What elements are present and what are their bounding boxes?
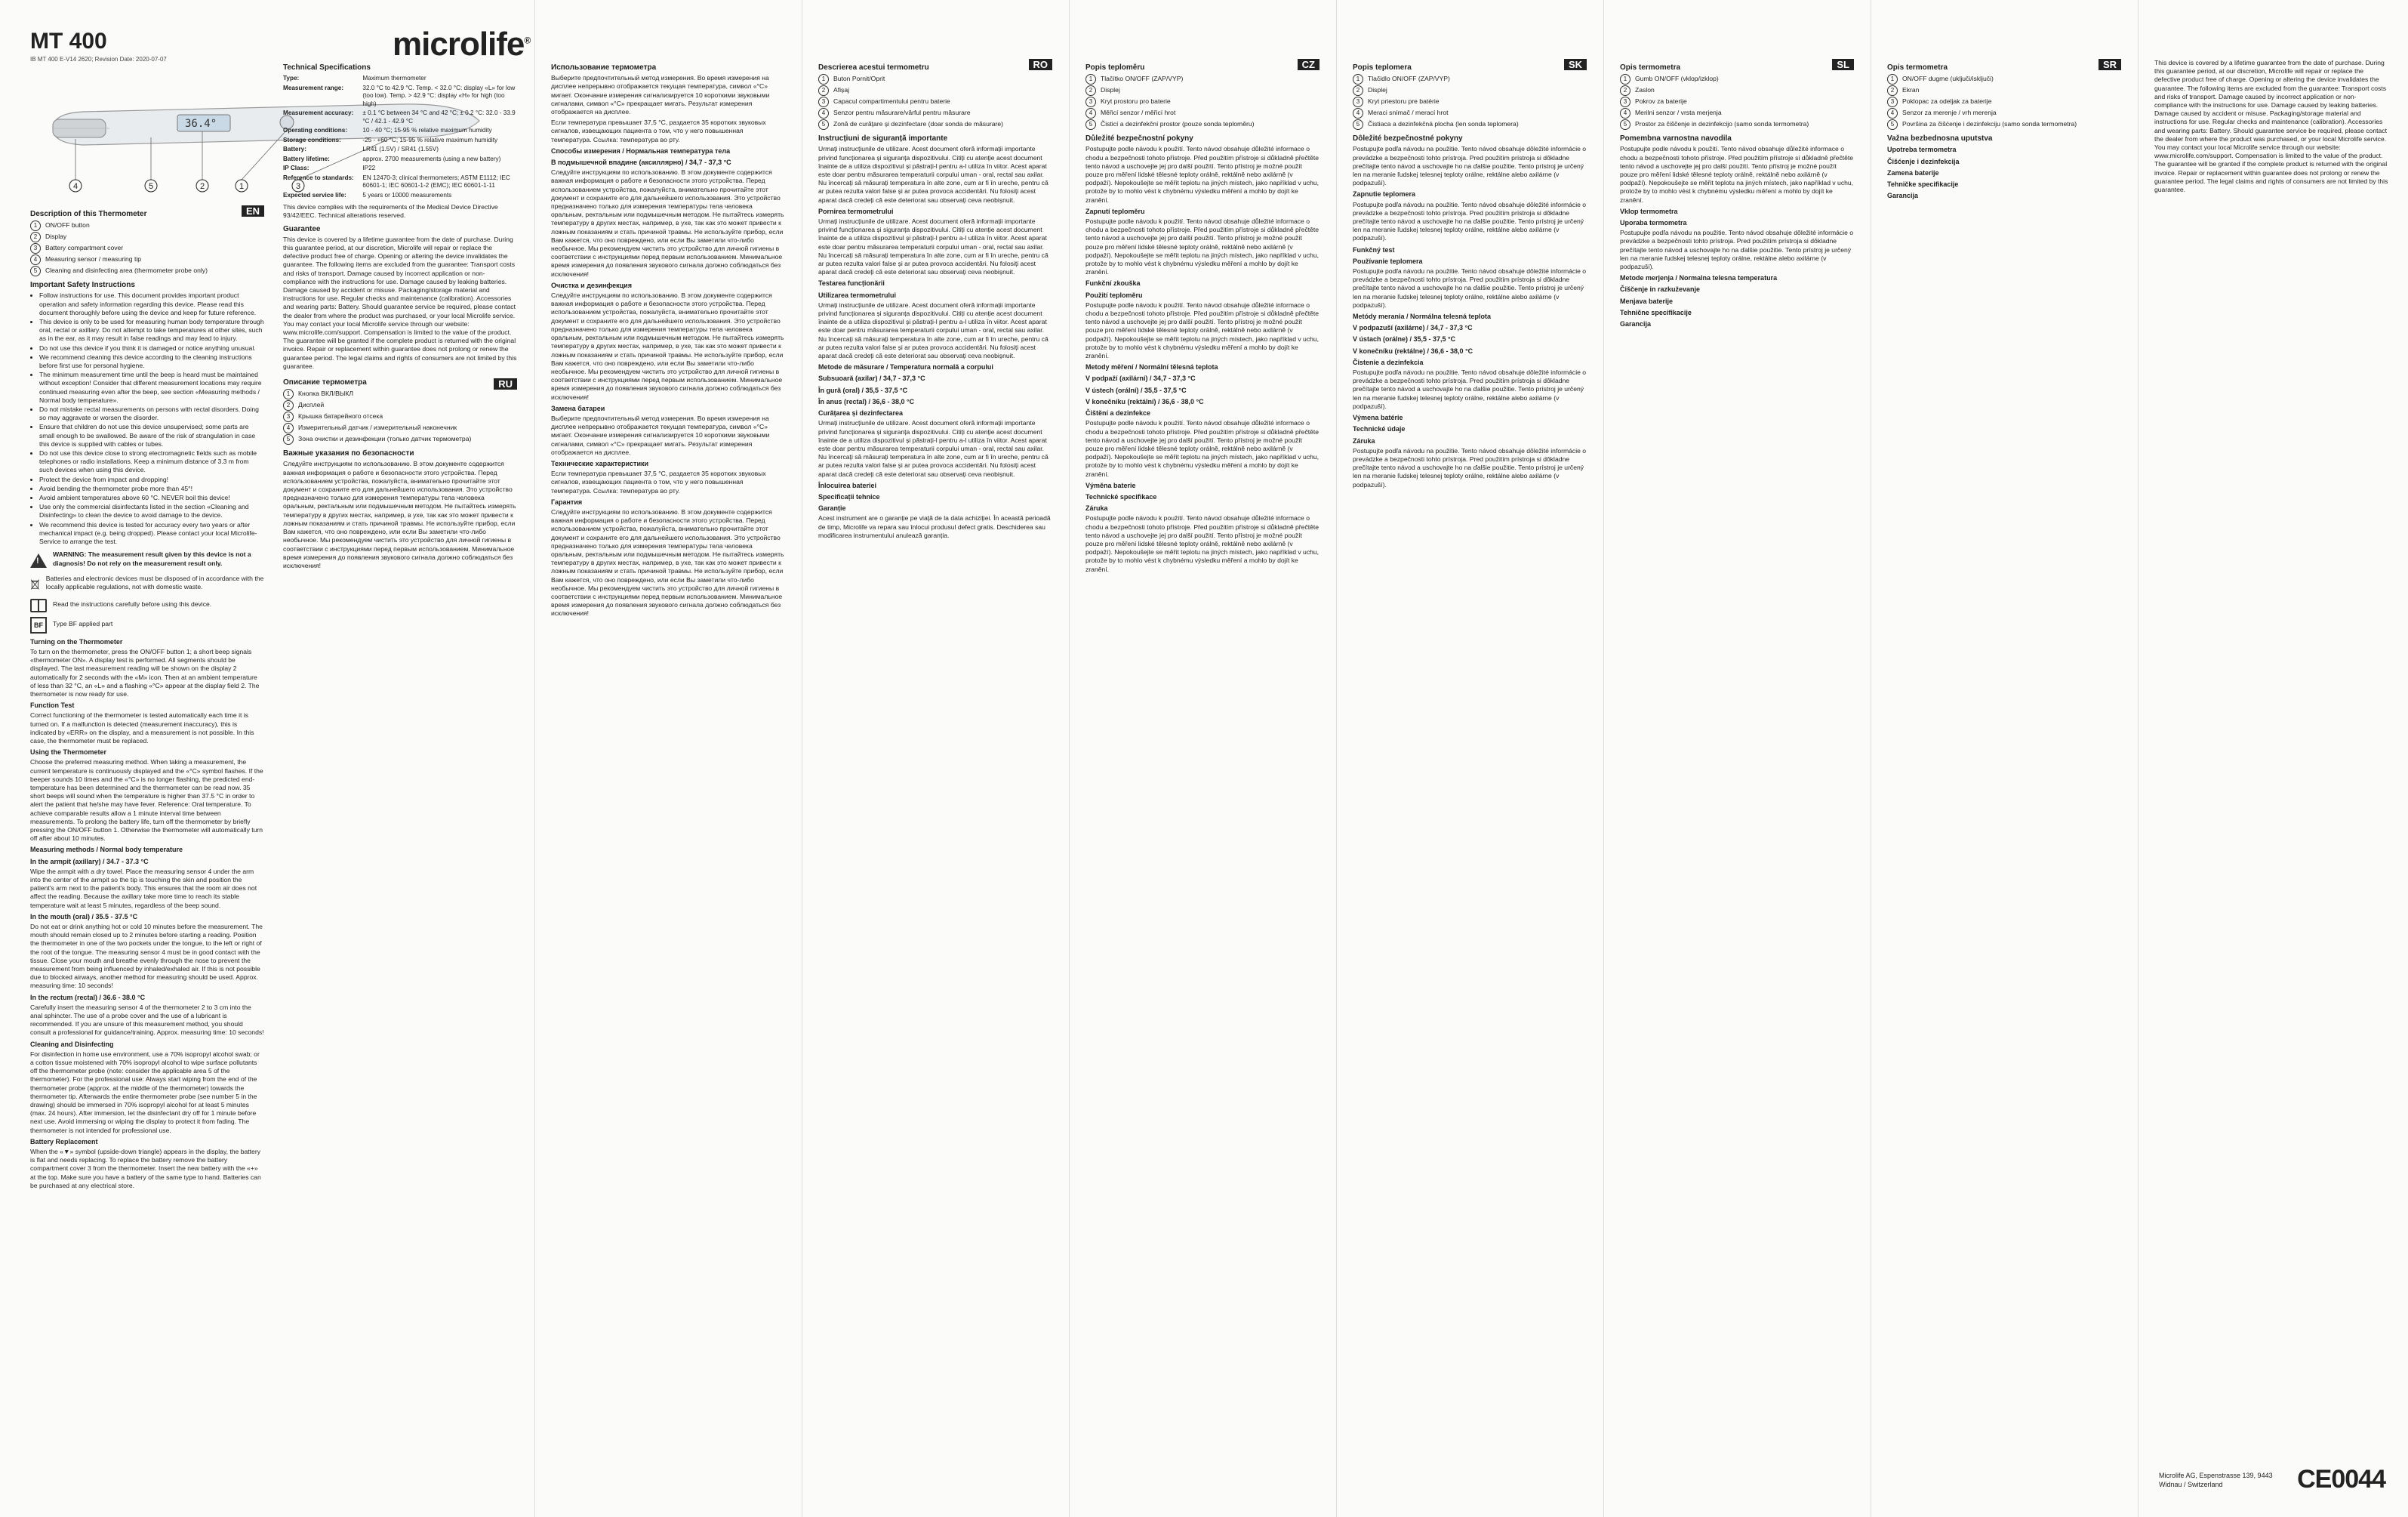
manufacturer-address: Microlife AG, Espenstrasse 139, 9443 Widnau / Switzerland xyxy=(2159,1471,2273,1488)
callout-3: 3 xyxy=(295,182,301,191)
list-item: 2 Ekran xyxy=(1887,85,2121,96)
waste-bin-icon xyxy=(30,575,40,594)
list-item: 3 Battery compartment cover xyxy=(30,243,264,254)
table-row: Measurement accuracy: ± 0.1 °C between 34 °C and 42 °C; ± 0.2 °C: 32.0 - 33.9 °C / 42.1 - 42.9 °C xyxy=(283,109,516,125)
ru-body-repeat: Следуйте инструкциям по использованию. В этом документе содержится важная информация о работе и безопасности этого устройства. Перед использованием устройства, пожалуйста, внимательно прочитайте этот документ и сохраните его для дальнейшего использования. Это устройство предназначено только для измерения температуры тела человека оральным, ректальным или подмышечным методом. Не пытайтесь измерять температуру в других местах, например, в ухе, так как это может привести к ложным показаниям и стать причиной травмы. Не используйте прибор, если Вам кажется, что оно повреждено, или если Вы заметили что-либо необычное. Мы рекомендуем чистить это устройство для личной гигиены в соответствии с инструкциями перед первым использованием. Минимальное время измерения до появления звукового сигнала должно соблюдаться без исключения! xyxy=(551,507,784,618)
sk-safety-title: Dôležité bezpečnostné pokyny xyxy=(1353,134,1463,143)
list-item: • This device is only to be used for measuring human body temperature through oral, rectal or axillary. Do not attempt to take temperatures at other sites, such as in the ear, as it may result in false readings and may lead to injury. xyxy=(39,318,264,344)
lang-label-sr: SR xyxy=(2099,59,2121,70)
fold-line xyxy=(2138,0,2139,1517)
list-item: 2 Дисплей xyxy=(283,400,517,411)
en-bf-note: Type BF applied part xyxy=(53,619,113,627)
cz-turn-on-title: Zapnutí teploměru xyxy=(1085,207,1145,215)
ru-axillary-title: В подмышечной впадине (аксиллярно) / 34,7 - 37,3 °C xyxy=(551,159,731,167)
sr-continued: This device is covered by a lifetime guarantee from the date of purchase. During this guarantee period, at our discretion, Microlife will repair or replace the defective product free of charge. Opening or altering the device invalidates the guarantee. The following items are excluded from the guarantee: Transport costs and risks of transport. Damage caused by incorrect application or non-compliance with the instructions for use. Damage caused by leaking batteries. Damage caused by accident or misuse. Packaging/storage material and instructions for use. Regular checks and maintenance (calibration). Accessories and wearing parts: Battery. Should guarantee service be required, please contact the dealer from where the product was purchased, or your local Microlife service. You may contact your local Microlife service through our website: www.microlife.com/support. Compensation is limited to the value of the product. The guarantee will be granted if the complete product is returned with the original invoice. Repair or replacement within guarantee does not prolong or renew the guarantee period. The legal claims and rights of consumers are not limited by this guarantee. xyxy=(2154,59,2388,194)
cz-body: Postupujte podle návodu k použití. Tento návod obsahuje důležité informace o chodu a bezpečnosti tohoto přístroje. Před použitím přístroje si důkladně přečtěte tento návod a uschovejte jej pro další použití. Tento přístroj je možné použít pouze pro měření lidské tělesné teploty orálně, rektálně nebo axilárně (v podpaží). Nepokoušejte se měřit teplotu na jiných místech, jako například v uchu, protože by to mohlo vést k chybnému výsledku měření a mohlo by dojít ke zranění. xyxy=(1085,301,1319,360)
en-warning-1: WARNING: The measurement result given by this device is not a diagnosis! Do not rely on the measurement result only. xyxy=(53,550,251,567)
fold-line xyxy=(534,0,535,1517)
ru-battery-title: Замена батареи xyxy=(551,404,605,412)
ru-safety-text: Следуйте инструкциям по использованию. В этом документе содержится важная информация о работе и безопасности этого устройства. Перед использованием устройства, пожалуйста, внимательно прочитайте этот документ и сохраните его для дальнейшего использования. Это устройство предназначено только для измерения температуры тела человека оральным, ректальным или подмышечным методом. Не пытайтесь измерять температуру в других местах, например, в ухе, так как это может привести к ложным показаниям и стать причиной травмы. Не используйте прибор, если Вам кажется, что оно повреждено, или если Вы заметили что-либо необычное. Мы рекомендуем чистить это устройство для личной гигиены в соответствии с инструкциями перед первым использованием. Минимальное время измерения до появления звукового сигнала должно соблюдаться без исключения! xyxy=(283,460,516,569)
en-column-2 xyxy=(283,59,517,1501)
list-item: • Avoid bending the thermometer probe more than 45°! xyxy=(39,485,264,493)
lang-label-sl: SL xyxy=(1832,59,1854,70)
sr-clean-title: Čišćenje i dezinfekcija xyxy=(1887,157,1960,165)
callout-5: 5 xyxy=(148,182,154,191)
ro-parts-list xyxy=(818,74,1052,130)
en-turn-on-title: Turning on the Thermometer xyxy=(30,637,123,646)
ro-battery-title: Înlocuirea bateriei xyxy=(818,481,877,489)
sl-body: Postupujte podle návodu k použití. Tento návod obsahuje důležité informace o chodu a bezpečnosti tohoto přístroje. Před použitím přístroje si důkladně přečtěte tento návod a uschovejte jej pro další použití. Tento přístroj je možné použít pouze pro měření lidské tělesné teploty orálně, rektálně nebo axilárně (v podpaží). Nepokoušejte se měřit teplotu na jiných místech, jako například v uchu, protože by to mohlo vést k chybnému výsledku měření a mohlo by dojít ke zranění. xyxy=(1620,145,1854,204)
sr-tech-title: Tehničke specifikacije xyxy=(1887,180,1959,189)
en-guarantee-text: This device is covered by a lifetime guarantee from the date of purchase. During this guarantee period, at our discretion, Microlife will repair or replace the defective product free of charge. Opening or altering the device invalidates the guarantee. The following items are excluded from the guarantee: Transport costs and risks of transport. Damage caused by incorrect application or non-compliance with the instructions for use. Damage caused by leaking batteries. Damage caused by accident or misuse. Packaging/storage material and instructions for use. Regular checks and maintenance (calibration). Accessories and wearing parts: Battery. Should guarantee service be required, please contact the dealer from where the product was purchased, or your local Microlife service. You may contact your local Microlife service through our website: www.microlife.com/support. Compensation is limited to the value of the product. The guarantee will be granted if the complete product is returned with the original invoice. Repair or replacement within guarantee does not prolong or renew the guarantee period. The legal claims and rights of consumers are not limited by this guarantee. xyxy=(283,235,517,370)
list-item: 4 Senzor pentru măsurare/vârful pentru măsurare xyxy=(818,108,1052,119)
table-row: Reference to standards: EN 12470-3; clinical thermometers; ASTM E1112; IEC 60601-1; IEC 60601-1-2 (EMC); IEC 60601-1-11 xyxy=(283,174,510,190)
ro-body: Urmați instrucțiunile de utilizare. Acest document oferă informații importante privind funcționarea și siguranța dispozitivului. Citiți cu atenție acest document înainte de a utiliza dispozitivul și păstrați-l pentru a-l utiliza în viitor. Acest aparat este doar pentru măsurarea temperaturii corpului uman - oral, rectal sau axilar. Nu încercați să măsurați temperatura în alte zone, cum ar fi în ureche, pentru că ar putea rezulta valori false și ar putea provoca accidentări. Nu folosiți acest aparat dacă credeți că este deteriorat sau observați ceva neobișnuit. xyxy=(818,419,1048,478)
ro-guarantee-title: Garanție xyxy=(818,504,846,513)
sk-body: Postupujte podľa návodu na použitie. Tento návod obsahuje dôležité informácie o prevádzke a bezpečnosti tohto prístroja. Pred použitím prístroja si dôkladne prečítajte tento návod a uschovajte ho na ďalšie použitie. Tento prístroj je určený len na meranie ľudskej telesnej teploty orálne, rektálne alebo axilárne (v podpazuší). xyxy=(1353,446,1587,489)
ro-body: Urmați instrucțiunile de utilizare. Acest document oferă informații importante privind funcționarea și siguranța dispozitivului. Citiți cu atenție acest document înainte de a utiliza dispozitivul și păstrați-l pentru a-l utiliza în viitor. Acest aparat este doar pentru măsurarea temperaturii corpului uman - oral, rectal sau axilar. Nu încercați să măsurați temperatura în alte zone, cum ar fi în ureche, pentru că ar putea rezulta valori false și ar putea provoca accidentări. Nu folosiți acest aparat dacă credeți că este deteriorat sau observați ceva neobișnuit. xyxy=(818,217,1048,276)
ru-temp-note-repeat: Если температура превышает 37,5 °C, раздается 35 коротких звуковых сигналов, извещающих пациента о том, что у него повышенная температура. Ссылка: температура во рту. xyxy=(551,470,766,495)
sk-turn-on-title: Zapnutie teplomera xyxy=(1353,190,1416,199)
list-item: 5 Зона очистки и дезинфекции (только датчик термометра) xyxy=(283,434,517,445)
sk-body: Postupujte podľa návodu na použitie. Tento návod obsahuje dôležité informácie o prevádzke a bezpečnosti tohto prístroja. Pred použitím prístroja si dôkladne prečítajte tento návod a uschovajte ho na ďalšie použitie. Tento prístroj je určený len na meranie ľudskej telesnej teploty orálne, rektálne alebo axilárne (v podpazuší). xyxy=(1353,368,1587,410)
sl-methods-title: Metode merjenja / Normalna telesna temperatura xyxy=(1620,274,1778,282)
lang-label-ro: RO xyxy=(1029,59,1053,70)
sr-battery-title: Zamena baterije xyxy=(1887,168,1939,177)
en-tech-table xyxy=(283,74,517,200)
list-item: 3 Capacul compartimentului pentru baterie xyxy=(818,97,1052,107)
sl-safety-title: Pomembna varnostna navodila xyxy=(1620,134,1732,143)
table-row: Type: Maximum thermometer xyxy=(283,75,426,82)
en-tech-note: This device complies with the requirements of the Medical Device Directive 93/42/EEC. Technical alterations reserved. xyxy=(283,203,498,220)
list-item: 2 Displej xyxy=(1353,85,1587,96)
sr-guarantee-title: Garancija xyxy=(1887,192,1919,200)
en-oral-text: Do not eat or drink anything hot or cold 10 minutes before the measurement. The mouth should remain closed up to 2 minutes before starting a reading. Position the thermometer in one of the two pockets under the tongue, to the left or right of the root of the tongue. The measuring sensor 4 must be in good contact with the tissue. Close your mouth and breathe evenly through the nose to prevent the measurement from being influenced by inhaled/exhaled air. If this is not possible due to blocked airways, another method for measuring should be used. Approx. measuring time: 10 seconds! xyxy=(30,923,263,990)
callout-4: 4 xyxy=(72,182,79,191)
sk-rectal-title: V konečníku (rektálne) / 36,6 - 38,0 °C xyxy=(1353,347,1473,355)
ru-intro-repeat: Выберите предпочтительный метод измерения. Во время измерения на дисплее непрерывно отображается текущая температура, символ «°C» мигает. Окончание измерения сигнализируется 10 короткими звуковыми сигналами, символ «°C» прекращает мигать. Результат измерения отображается на дисплее. xyxy=(551,414,770,456)
en-clean-text: For disinfection in home use environment, use a 70% isopropyl alcohol swab; or a cotton tissue moistened with 70% isopropyl alcohol to wipe surface pollutants off the thermometer probe (note: consider the applicable area 5 of the thermometer). For the professional use: Always start wiping from the end of the thermometer probe (approx. at the middle of the thermometer) towards the thermometer tip. Afterwards the entire thermometer probe (see number 5 in the drawing) should be immersed in 70% isopropyl alcohol for at least 5 minutes (max. 24 hours). After immersion, let the disinfectant dry off for 1 minute before next use. Avoid immersing or wiping the display to protect it from fading. The thermometer is not intended for professional use. xyxy=(30,1050,260,1134)
lang-label-ru: RU xyxy=(494,378,517,390)
en-parts-list xyxy=(30,220,264,276)
ro-turn-on-title: Pornirea termometrului xyxy=(818,207,894,215)
ro-oral-title: În gură (oral) / 35,5 - 37,5 °C xyxy=(818,386,908,394)
en-warning-2: Batteries and electronic devices must be disposed of in accordance with the locally applicable regulations, not with domestic waste. xyxy=(45,575,264,591)
list-item: • Use only the commercial disinfectants listed in the section «Cleaning and Disinfecting» to clean the device to avoid damage to the device. xyxy=(39,503,264,520)
en-using-text: Choose the preferred measuring method. When taking a measurement, the current temperature is continuously displayed and the «°C» symbol flashes. If the beeper sounds 10 times and the «°C» is no longer flashing, the predicted end-temperature has been determined and the thermometer can be read now. 35 short beeps will sound when the temperature is higher than 37.5 °C in order to alert the patient that he/she may have fever. Reference: Oral temperature. To achieve comparable results allow a 1 minute interval time between measurements. To prolong the battery life, turn off the thermometer by briefly pressing the ON/OFF button 1. Otherwise the thermometer will automatically turn off after about 10 minutes. xyxy=(30,758,263,843)
lang-label-cz: CZ xyxy=(1298,59,1319,70)
en-methods-title: Measuring methods / Normal body temperature xyxy=(30,846,183,854)
warning-icon: ! xyxy=(30,553,47,568)
en-oral-title: In the mouth (oral) / 35.5 - 37.5 °C xyxy=(30,912,138,920)
ru-safety-title: Важные указания по безопасности xyxy=(283,449,414,458)
list-item: 5 Čistiaca a dezinfekčná plocha (len sonda teplomera) xyxy=(1353,119,1587,130)
fold-line xyxy=(1603,0,1604,1517)
list-item: • Ensure that children do not use this device unsupervised; some parts are small enough to be swallowed. Be aware of the risk of strangulation in case this device is supplied with cables or tubes. xyxy=(39,423,264,449)
list-item: • The minimum measurement time until the beep is heard must be maintained without exception! Consider that different measurement locations may require continued measuring even after the beep, see section «Measuring methods / Normal body temperature». xyxy=(39,371,264,405)
ro-safety-title: Instrucțiuni de siguranță importante xyxy=(818,134,948,143)
sk-oral-title: V ústach (orálne) / 35,5 - 37,5 °C xyxy=(1353,335,1456,344)
ru-clean-title: Очистка и дезинфекция xyxy=(551,281,632,289)
list-item: 4 Measuring sensor / measuring tip xyxy=(30,254,264,265)
list-item: • Do not use this device if you think it is damaged or notice anything unusual. xyxy=(39,344,264,353)
ce-mark: CE0044 xyxy=(2297,1465,2385,1494)
cz-clean-title: Čištění a dezinfekce xyxy=(1085,409,1151,418)
list-item: 4 Meraci snímač / merací hrot xyxy=(1353,108,1587,119)
sl-body: Postupujte podľa návodu na použitie. Tento návod obsahuje dôležité informácie o prevádzke a bezpečnosti tohto prístroja. Pred použitím prístroja si dôkladne prečítajte tento návod a uschovajte ho na ďalšie použitie. Tento prístroj je určený len na meranie ľudskej telesnej teploty orálne, rektálne alebo axilárne (v podpazuší). xyxy=(1620,229,1854,271)
list-item: • Follow instructions for use. This document provides important product operation and safety information regarding this device. Please read this document thoroughly before using the device and keep for future reference. xyxy=(39,291,264,317)
sk-battery-title: Výmena batérie xyxy=(1353,414,1403,422)
en-rectal-title: In the rectum (rectal) / 36.6 - 38.0 °C xyxy=(30,993,146,1001)
list-item: 3 Крышка батарейного отсека xyxy=(283,412,517,422)
cz-guarantee-title: Záruka xyxy=(1085,504,1108,513)
list-item: 2 Display xyxy=(30,232,264,242)
en-axillary-text: Wipe the armpit with a dry towel. Place the measuring sensor 4 under the arm into the center of the armpit so the tip is touching the skin and position the patient's arm next to the patient's body. This ensures that the room air does not affect the reading. Because the axillary take more time to reach its stable temperature wait at least 5 minutes, regardless of the beep sound. xyxy=(30,867,257,909)
list-item: 5 Zonă de curățare și dezinfectare (doar sonda de măsurare) xyxy=(818,119,1052,130)
en-safety-title: Important Safety Instructions xyxy=(30,281,135,290)
cz-body: Postupujte podle návodu k použití. Tento návod obsahuje důležité informace o chodu a bezpečnosti tohoto přístroje. Před použitím přístroje si důkladně přečtěte tento návod a uschovejte jej pro další použití. Tento přístroj je možné použít pouze pro měření lidské tělesné teploty orálně, rektálně nebo axilárně (v podpaží). Nepokoušejte se měřit teplotu na jiných místech, jako například v uchu, protože by to mohlo vést k chybnému výsledku měření a mohlo by dojít ke zranění. xyxy=(1085,514,1319,573)
ro-rectal-title: În anus (rectal) / 36,6 - 38,0 °C xyxy=(818,397,915,405)
en-axillary-title: In the armpit (axillary) / 34.7 - 37.3 °C xyxy=(30,857,149,865)
sl-parts-list xyxy=(1620,74,1854,130)
ro-methods-title: Metode de măsurare / Temperatura normală a corpului xyxy=(818,363,993,372)
list-item: 5 Cleaning and disinfecting area (thermometer probe only) xyxy=(30,266,264,276)
list-item: 5 Čisticí a dezinfekční prostor (pouze sonda teploměru) xyxy=(1085,119,1319,130)
sk-guarantee-title: Záruka xyxy=(1353,436,1375,445)
list-item: 4 Merilni senzor / vrsta merjenja xyxy=(1620,108,1854,119)
list-item: 3 Kryt prostoru pro baterie xyxy=(1085,97,1319,107)
doc-code: IB MT 400 E-V14 2620; Revision Date: 2020-07-07 xyxy=(30,56,167,63)
list-item: • We recommend this device is tested for accuracy every two years or after mechanical impact (e.g. being dropped). Please contact your local Microlife-Service to arrange the test. xyxy=(39,521,264,547)
svg-text:36.4°: 36.4° xyxy=(185,118,217,130)
list-item: 4 Měřicí senzor / měřicí hrot xyxy=(1085,108,1319,119)
cz-function-title: Funkční zkouška xyxy=(1085,279,1141,288)
sl-head: Opis termometra xyxy=(1620,63,1681,72)
en-desc-title: Description of this Thermometer xyxy=(30,210,147,218)
cz-body: Postupujte podle návodu k použití. Tento návod obsahuje důležité informace o chodu a bezpečnosti tohoto přístroje. Před použitím přístroje si důkladně přečtěte tento návod a uschovejte jej pro další použití. Tento přístroj je možné použít pouze pro měření lidské tělesné teploty orálně, rektálně nebo axilárně (v podpaží). Nepokoušejte se měřit teplotu na jiných místech, jako například v uchu, protože by to mohlo vést k chybnému výsledku měření a mohlo by dojít ke zranění. xyxy=(1085,217,1319,276)
list-item: • We recommend cleaning this device according to the cleaning instructions before first use for personal hygiene. xyxy=(39,353,264,370)
sk-function-title: Funkčný test xyxy=(1353,245,1395,254)
sr-head: Opis termometra xyxy=(1887,63,1948,72)
en-battery-title: Battery Replacement xyxy=(30,1137,98,1145)
list-item: • Do not mistake rectal measurements on persons with rectal disorders. Doing so may aggravate or worsen the disorder. xyxy=(39,405,264,422)
list-item: 1 Кнопка ВКЛ/ВЫКЛ xyxy=(283,389,517,399)
sk-body: Postupujte podľa návodu na použitie. Tento návod obsahuje dôležité informácie o prevádzke a bezpečnosti tohto prístroja. Pred použitím prístroja si dôkladne prečítajte tento návod a uschovajte ho na ďalšie použitie. Tento prístroj je určený len na meranie ľudskej telesnej teploty orálne, rektálne alebo axilárne (v podpazuší). xyxy=(1353,145,1587,187)
cz-body: Postupujte podle návodu k použití. Tento návod obsahuje důležité informace o chodu a bezpečnosti tohoto přístroje. Před použitím přístroje si důkladně přečtěte tento návod a uschovejte jej pro další použití. Tento přístroj je možné použít pouze pro měření lidské tělesné teploty orálně, rektálně nebo axilárně (v podpaží). Nepokoušejte se měřit teplotu na jiných místech, jako například v uchu, protože by to mohlo vést k chybnému výsledku měření a mohlo by dojít ke zranění. xyxy=(1085,145,1319,204)
table-row: Measurement range: 32.0 °C to 42.9 °C. Temp. < 32.0 °C: display «L» for low (too low). Temp. > 42.9 °C: display «H» for high (too high) xyxy=(283,84,516,107)
ro-body: Urmați instrucțiunile de utilizare. Acest document oferă informații importante privind funcționarea și siguranța dispozitivului. Citiți cu atenție acest document înainte de a utiliza dispozitivul și păstrați-l pentru a-l utiliza în viitor. Acest aparat este doar pentru măsurarea temperaturii corpului uman - oral, rectal sau axilar. Nu încercați să măsurați temperatura în alte zone, cum ar fi în ureche, pentru că ar putea rezulta valori false și ar putea provoca accidentări. Nu folosiți acest aparat dacă credeți că este deteriorat sau observați ceva neobișnuit. xyxy=(818,145,1048,204)
ro-head: Descrierea acestui termometru xyxy=(818,63,929,72)
list-item: • Avoid ambient temperatures above 60 °C. NEVER boil this device! xyxy=(39,494,264,502)
en-rectal-text: Carefully insert the measuring sensor 4 of the thermometer 2 to 3 cm into the anal sphincter. The use of a probe cover and the use of a lubricant is recommended. If you are unsure of this measurement method, you should consult a professional for guidance/training. Approx. measuring time: 10 seconds! xyxy=(30,1003,264,1037)
cz-body: Postupujte podle návodu k použití. Tento návod obsahuje důležité informace o chodu a bezpečnosti tohoto přístroje. Před použitím přístroje si důkladně přečtěte tento návod a uschovejte jej pro další použití. Tento přístroj je možné použít pouze pro měření lidské tělesné teploty orálně, rektálně nebo axilárně (v podpaží). Nepokoušejte se měřit teplotu na jiných místech, jako například v uchu, protože by to mohlo vést k chybnému výsledku měření a mohlo by dojít ke zranění. xyxy=(1085,419,1319,478)
sl-guarantee-title: Garancija xyxy=(1620,320,1652,328)
sk-tech-title: Technické údaje xyxy=(1353,425,1406,433)
table-row: IP Class: IP22 xyxy=(283,165,376,172)
list-item: 1 Tlačítko ON/OFF (ZAP/VYP) xyxy=(1085,74,1319,85)
ru-intro: Выберите предпочтительный метод измерения. Во время измерения на дисплее непрерывно отображается текущая температура, символ «°C» мигает. Окончание измерения сигнализируется 10 короткими звуковыми сигналами, символ «°C» прекращает мигать. Результат измерения отображается на дисплее. xyxy=(551,74,770,116)
ro-column xyxy=(818,59,1052,1501)
ro-body: Urmați instrucțiunile de utilizare. Acest document oferă informații importante privind funcționarea și siguranța dispozitivului. Citiți cu atenție acest document înainte de a utiliza dispozitivul și păstrați-l pentru a-l utiliza în viitor. Acest aparat este doar pentru măsurarea temperaturii corpului uman - oral, rectal sau axilar. Nu încercați să măsurați temperatura în alte zone, cum ar fi în ureche, pentru că ar putea rezulta valori false și ar putea provoca accidentări. Nu folosiți acest aparat dacă credeți că este deteriorat sau observați ceva neobișnuit. xyxy=(818,301,1048,360)
ro-clean-title: Curățarea și dezinfectarea xyxy=(818,409,904,418)
en-column-1 xyxy=(30,205,264,1504)
sk-using-title: Používanie teplomera xyxy=(1353,257,1423,265)
table-row: Battery: LR41 (1.5V) / SR41 (1.55V) xyxy=(283,146,439,153)
sr-parts-list xyxy=(1887,74,2121,130)
en-using-title: Using the Thermometer xyxy=(30,748,107,757)
en-safety-list xyxy=(39,291,264,546)
list-item: 2 Displej xyxy=(1085,85,1319,96)
ru-head: Использование термометра xyxy=(551,63,657,72)
ru-guarantee-title: Гарантия xyxy=(551,498,583,506)
sk-methods-title: Metódy merania / Normálna telesná teplota xyxy=(1353,313,1492,321)
lang-label-sk: SK xyxy=(1564,59,1587,70)
sl-tech-title: Tehnične specifikacije xyxy=(1620,308,1692,316)
model-title: MT 400 xyxy=(30,29,107,54)
cz-column xyxy=(1085,59,1319,1501)
table-row: Storage conditions: -25 - +60 °C; 15-95 % relative maximum humidity xyxy=(283,136,498,143)
en-read-note: Read the instructions carefully before using this device. xyxy=(53,600,212,608)
table-row: Operating conditions: 10 - 40 °C; 15-95 % relative maximum humidity xyxy=(283,127,492,134)
list-item: • Protect the device from impact and dropping! xyxy=(39,476,264,484)
sk-clean-title: Čistenie a dezinfekcia xyxy=(1353,358,1424,366)
sr-safety-title: Važna bezbednosna uputstva xyxy=(1887,134,1993,143)
sr-column-2 xyxy=(2154,59,2388,1501)
ru-parts-title: Описание термометра xyxy=(283,378,367,387)
list-item: 1 ON/OFF button xyxy=(30,220,264,231)
cz-rectal-title: V konečníku (rektální) / 36,6 - 38,0 °C xyxy=(1085,397,1204,405)
list-item: 1 Gumb ON/OFF (vklop/izklop) xyxy=(1620,74,1854,85)
cz-head: Popis teploměru xyxy=(1085,63,1145,72)
en-guarantee-title: Guarantee xyxy=(283,224,321,233)
sk-body: Postupujte podľa návodu na použitie. Tento návod obsahuje dôležité informácie o prevádzke a bezpečnosti tohto prístroja. Pred použitím prístroja si dôkladne prečítajte tento návod a uschovajte ho na ďalšie použitie. Tento prístroj je určený len na meranie ľudskej telesnej teploty orálne, rektálne alebo axilárne (v podpazuší). xyxy=(1353,267,1587,309)
fold-line xyxy=(1069,0,1070,1517)
cz-methods-title: Metody měření / Normální tělesná teplota xyxy=(1085,363,1218,372)
cz-safety-title: Důležité bezpečnostní pokyny xyxy=(1085,134,1193,143)
ro-function-title: Testarea funcționării xyxy=(818,279,885,288)
sk-body: Postupujte podľa návodu na použitie. Tento návod obsahuje dôležité informácie o prevádzke a bezpečnosti tohto prístroja. Pred použitím prístroja si dôkladne prečítajte tento návod a uschovajte ho na ďalšie použitie. Tento prístroj je určený len na meranie ľudskej telesnej teploty orálne, rektálne alebo axilárne (v podpazuší). xyxy=(1353,200,1587,242)
sk-column xyxy=(1353,59,1587,1501)
list-item: 5 Prostor za čiščenje in dezinfekcijo (samo sonda termometra) xyxy=(1620,119,1854,130)
brand-logo: microlife® xyxy=(393,26,531,63)
sl-battery-title: Menjava baterije xyxy=(1620,297,1674,305)
list-item: 5 Površina za čišćenje i dezinfekciju (samo sonda termometra) xyxy=(1887,119,2121,130)
list-item: 1 ON/OFF dugme (uključi/isključi) xyxy=(1887,74,2121,85)
callout-1: 1 xyxy=(239,182,245,191)
cz-battery-title: Výměna baterie xyxy=(1085,481,1136,489)
sr-column xyxy=(1887,59,2121,1501)
ru-parts-list xyxy=(283,389,517,445)
footer xyxy=(2159,1465,2385,1494)
list-item: 3 Kryt priestoru pre batérie xyxy=(1353,97,1587,107)
lang-label-en: EN xyxy=(242,205,264,217)
sl-column xyxy=(1620,59,1854,1501)
list-item: 3 Pokrov za baterije xyxy=(1620,97,1854,107)
ro-axillary-title: Subsuoară (axilar) / 34,7 - 37,3 °C xyxy=(818,375,925,383)
sl-turn-on-title: Vklop termometra xyxy=(1620,207,1678,215)
sl-clean-title: Čiščenje in razkuževanje xyxy=(1620,285,1701,294)
list-item: 1 Buton Pornit/Oprit xyxy=(818,74,1052,85)
ru-tech-title: Технические характеристики xyxy=(551,459,649,467)
ru-method-title: Способы измерения / Нормальная температура тела xyxy=(551,146,731,155)
en-battery-text: When the «▼» symbol (upside-down triangle) appears in the display, the battery is flat and needs replacing. To replace the battery remove the battery compartment cover 3 from the thermometer. Insert the new battery with the «+» at the top. Make sure you have a battery of the same type to hand. Batteries can be purchased at any electrical store. xyxy=(30,1148,261,1189)
en-function-text: Correct functioning of the thermometer is tested automatically each time it is turned on. If a malfunction is detected (measurement inaccuracy), this is indicated by «ERR» on the display, and a measurement is not possible. In this case, the thermometer must be replaced. xyxy=(30,711,254,745)
cz-axillary-title: V podpaží (axilární) / 34,7 - 37,3 °C xyxy=(1085,375,1196,383)
sk-parts-list xyxy=(1353,74,1587,130)
en-turn-on-text: To turn on the thermometer, press the ON/OFF button 1; a short beep signals «thermometer ON». A display test is performed. All segments should be displayed. The last measurement reading will be shown on the display 2 automatically for 2 seconds with the «M» icon. Then at an ambient temperature of less than 32 °C, an «L» and a flashing «°C» appear at the display field 2. The thermometer is now ready for use. xyxy=(30,647,260,698)
callout-2: 2 xyxy=(199,182,205,191)
list-item: 2 Zaslon xyxy=(1620,85,1854,96)
en-tech-title: Technical Specifications xyxy=(283,63,371,72)
sr-using-title: Upotreba termometra xyxy=(1887,146,1957,154)
sl-using-title: Uporaba termometra xyxy=(1620,219,1687,227)
en-function-title: Function Test xyxy=(30,701,75,710)
cz-tech-title: Technické specifikace xyxy=(1085,492,1157,501)
table-row: Expected service life: 5 years or 10000 measurements xyxy=(283,191,452,199)
list-item: 2 Afișaj xyxy=(818,85,1052,96)
list-item: 4 Измерительный датчик / измерительный наконечник xyxy=(283,423,517,433)
table-row: Battery lifetime: approx. 2700 measurements (using a new battery) xyxy=(283,155,501,162)
cz-using-title: Použití teploměru xyxy=(1085,291,1143,299)
list-item: 3 Poklopac za odeljak za baterije xyxy=(1887,97,2121,107)
type-bf-icon: BF xyxy=(30,617,47,634)
sk-axillary-title: V podpazuší (axilárne) / 34,7 - 37,3 °C xyxy=(1353,324,1473,332)
cz-oral-title: V ústech (orální) / 35,5 - 37,5 °C xyxy=(1085,386,1187,394)
sk-head: Popis teplomera xyxy=(1353,63,1412,72)
en-clean-title: Cleaning and Disinfecting xyxy=(30,1040,114,1048)
fold-line xyxy=(1336,0,1337,1517)
ru-temp-note: Если температура превышает 37,5 °C, раздается 35 коротких звуковых сигналов, извещающих пациента о том, что у него повышенная температура. Ссылка: температура во рту. xyxy=(551,119,766,143)
ro-using-title: Utilizarea termometrului xyxy=(818,291,897,299)
list-item: 1 Tlačidlo ON/OFF (ZAP/VYP) xyxy=(1353,74,1587,85)
ro-tech-title: Specificații tehnice xyxy=(818,492,880,501)
cz-parts-list xyxy=(1085,74,1319,130)
ru-column xyxy=(551,59,785,1501)
manual-icon xyxy=(30,599,47,612)
ru-body-repeat: Следуйте инструкциям по использованию. В этом документе содержится важная информация о работе и безопасности этого устройства. Перед использованием устройства, пожалуйста, внимательно прочитайте этот документ и сохраните его для дальнейшего использования. Это устройство предназначено только для измерения температуры тела человека оральным, ректальным или подмышечным методом. Не пытайтесь измерять температуру в других местах, например, в ухе, так как это может привести к ложным показаниям и стать причиной травмы. Не используйте прибор, если Вам кажется, что оно повреждено, или если Вы заметили что-либо необычное. Мы рекомендуем чистить это устройство для личной гигиены в соответствии с инструкциями перед первым использованием. Минимальное время измерения до появления звукового сигнала должно соблюдаться без исключения! xyxy=(551,291,784,401)
ru-body-repeat: Следуйте инструкциям по использованию. В этом документе содержится важная информация о работе и безопасности этого устройства. Перед использованием устройства, пожалуйста, внимательно прочитайте этот документ и сохраните его для дальнейшего использования. Это устройство предназначено только для измерения температуры тела человека оральным, ректальным или подмышечным методом. Не пытайтесь измерять температуру в других местах, например, в ухе, так как это может привести к ложным показаниям и стать причиной травмы. Не используйте прибор, если Вам кажется, что оно повреждено, или если Вы заметили что-либо необычное. Мы рекомендуем чистить это устройство для личной гигиены в соответствии с инструкциями перед первым использованием. Минимальное время измерения до появления звукового сигнала должно соблюдаться без исключения! xyxy=(551,168,784,278)
list-item: • Do not use this device close to strong electromagnetic fields such as mobile telephones or radio installations. Keep a minimum distance of 3.3 m from such devices when using this device. xyxy=(39,449,264,475)
list-item: 4 Senzor za merenje / vrh merenja xyxy=(1887,108,2121,119)
ro-guarantee: Acest instrument are o garanție pe viață de la data achiziției. În această perioadă de timp, Microlife va repara sau înlocui produsul defect gratis. Deschiderea sau modificarea instrumentului anulează garanția. xyxy=(818,514,1051,539)
